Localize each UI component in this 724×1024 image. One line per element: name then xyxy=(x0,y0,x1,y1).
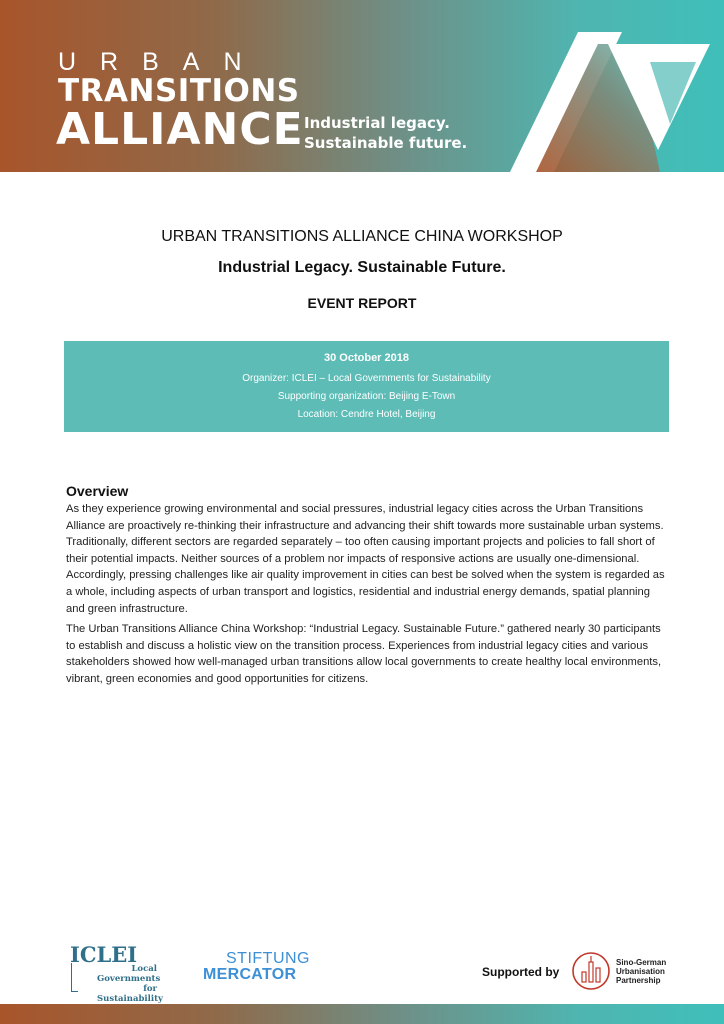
iclei-subtitle-line-3: for Sustainability xyxy=(97,984,163,1004)
event-report-label: EVENT REPORT xyxy=(307,295,417,311)
header-banner xyxy=(0,0,724,172)
overview-paragraph-2: The Urban Transitions Alliance China Workshop: “Industrial Legacy. Sustainable Future.” gathered nearly 30 participants to establish and discuss a holistic view on the transition process. Experiences from industrial legacy cities and various stakeholders showed how well-managed urban transitions allow local governments to create healthy local environments, vibrant, green economies and good opportunities for citizens. xyxy=(66,623,662,685)
sgup-emblem-icon xyxy=(570,950,612,992)
logo-transitions-text: TRANSITIONS xyxy=(58,73,300,109)
mercator-text: MERCATOR xyxy=(203,966,297,983)
iclei-subtitle-line-2: Governments xyxy=(97,974,161,984)
event-date: 30 October 2018 xyxy=(324,352,409,364)
supported-by-label: Supported by xyxy=(482,965,560,979)
logo-alliance-text: ALLIANCE xyxy=(56,104,304,155)
iclei-subtitle-line-1: Local xyxy=(131,964,157,974)
iclei-wordmark: ICLEI xyxy=(70,942,138,967)
document-subtitle: Industrial Legacy. Sustainable Future. xyxy=(218,259,506,276)
sgup-name-line-3: Partnership xyxy=(616,976,661,985)
tagline-line-2: Sustainable future. xyxy=(304,134,468,152)
logo-urban-text: URBAN xyxy=(58,48,266,76)
tagline-line-1: Industrial legacy. xyxy=(304,114,450,132)
document-title: URBAN TRANSITIONS ALLIANCE CHINA WORKSHOP xyxy=(161,228,563,245)
event-location: Location: Cendre Hotel, Beijing xyxy=(297,409,436,420)
alliance-triangles-icon xyxy=(500,0,724,172)
sgup-name-line-1: Sino-German xyxy=(616,958,667,967)
stiftung-text: STIFTUNG xyxy=(226,950,310,967)
tagline xyxy=(304,113,467,153)
overview-paragraph-1: As they experience growing environmental and social pressures, industrial legacy cities across the Urban Transitions Alliance are proactively re-thinking their infrastructure and advancing their shift towards more sustainable urban systems. Traditionally, different sectors are regarded separately – too often causing important projects and policies to fall short of their potential impacts. Neither sources of a problem nor impacts of responsive actions are usually one-dimensional. Accordingly, pressing challenges like air quality improvement in cities can best be solved when the system is regarded as a whole, including aspects of urban transport and logistics, residential and industrial energy demands, spatial planning and green infrastructure. xyxy=(66,503,665,615)
sgup-name xyxy=(616,958,666,985)
footer-gradient-bar xyxy=(0,1004,724,1024)
iclei-subtitle xyxy=(97,964,163,1004)
sgup-name-line-2: Urbanisation xyxy=(616,967,665,976)
event-supporting-organization: Supporting organization: Beijing E-Town xyxy=(277,391,456,402)
event-info-box xyxy=(64,341,669,432)
iclei-bracket-icon xyxy=(71,963,78,992)
event-organizer: Organizer: ICLEI – Local Governments for Sustainability xyxy=(242,373,491,384)
overview-heading: Overview xyxy=(66,483,129,499)
